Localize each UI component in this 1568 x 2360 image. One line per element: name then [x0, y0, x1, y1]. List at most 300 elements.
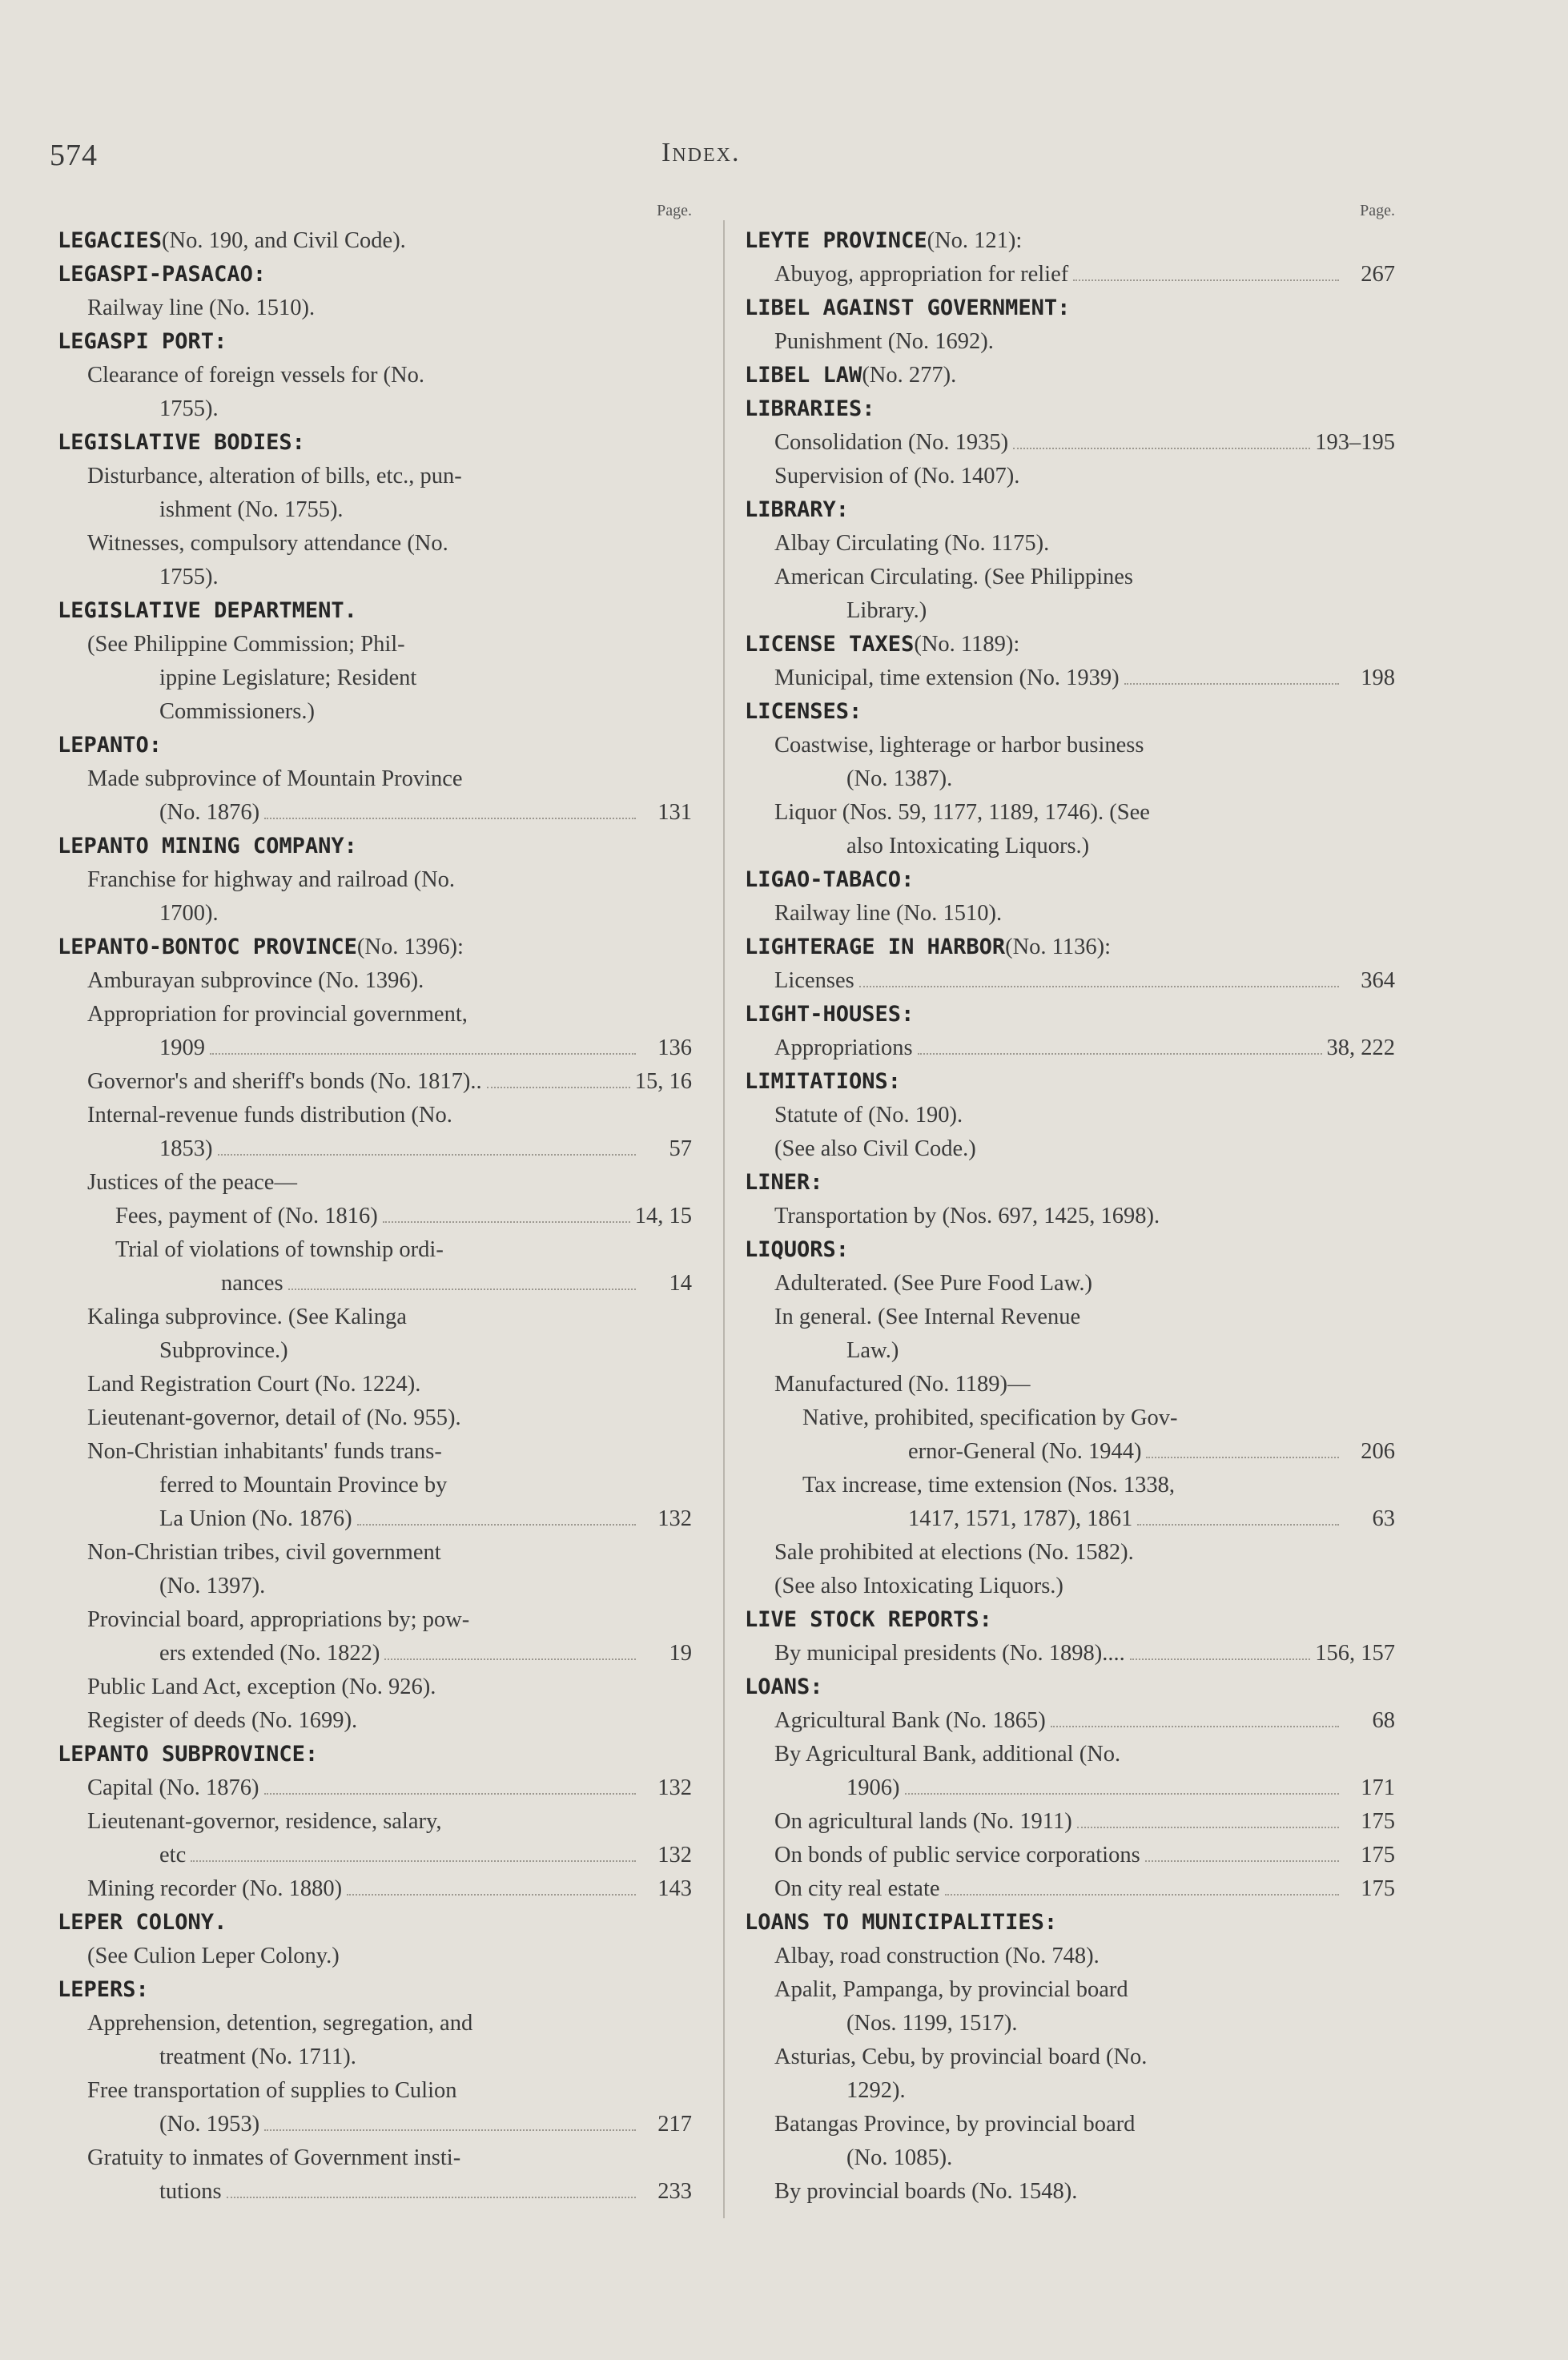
index-entry — [58, 224, 698, 258]
entry-line — [58, 1738, 698, 1771]
leader-dots — [1124, 683, 1339, 685]
leader-dots — [227, 2197, 636, 2198]
entry-line — [774, 2175, 1401, 2209]
index-entry — [745, 661, 1401, 695]
entry-line — [87, 2007, 698, 2040]
entry-text: ishment (No. 1755). — [159, 497, 344, 522]
entry-heading: LICENSES: — [745, 699, 862, 724]
index-entry — [745, 796, 1401, 863]
index-entry — [58, 460, 698, 527]
entry-text: Mining recorder (No. 1880) — [87, 1876, 343, 1901]
leader-dots — [1051, 1726, 1339, 1727]
entry-text: (No. 1136): — [1005, 935, 1112, 959]
entry-text: Disturbance, alteration of bills, etc., pun- — [87, 464, 462, 488]
entry-line — [774, 1940, 1401, 1973]
entry-text: 1909 — [159, 1035, 205, 1060]
page-reference: 38, 222 — [1326, 1035, 1395, 1060]
index-entry — [58, 1368, 698, 1401]
entry-line — [87, 1469, 698, 1502]
index-entry — [745, 258, 1401, 291]
entry-text: Municipal, time extension (No. 1939) — [774, 665, 1120, 690]
right-column — [745, 202, 1401, 2209]
entry-text: ferred to Mountain Province by — [159, 1473, 448, 1498]
entry-text: 1906) — [846, 1775, 900, 1800]
entry-text: (See also Intoxicating Liquors.) — [774, 1574, 1063, 1598]
entry-line — [802, 1469, 1401, 1502]
index-entry — [745, 897, 1401, 931]
entry-text: (No. 190, and Civil Code). — [162, 228, 406, 253]
leader-dots — [191, 1860, 636, 1862]
entry-text: Gratuity to inmates of Government insti- — [87, 2145, 461, 2170]
index-entry — [58, 1435, 698, 1536]
entry-text: Free transportation of supplies to Culion — [87, 2078, 457, 2103]
entry-heading: LEGASPI PORT: — [58, 329, 227, 354]
entry-line — [87, 2074, 698, 2108]
entry-text: Subprovince.) — [159, 1338, 288, 1363]
entry-text: Railway line (No. 1510). — [87, 296, 316, 320]
entry-line — [87, 460, 698, 493]
entry-text: (No. 121): — [927, 228, 1023, 253]
entry-line — [58, 931, 698, 964]
entry-text: Abuyog, appropriation for relief — [774, 262, 1069, 287]
entry-text: Manufactured (No. 1189)— — [774, 1372, 1031, 1397]
page-reference: 132 — [657, 1843, 692, 1867]
entry-text: Justices of the peace— — [87, 1170, 297, 1195]
index-entry — [745, 392, 1401, 426]
index-entry — [58, 1099, 698, 1166]
index-entry — [745, 1872, 1401, 1906]
leader-dots — [1145, 1860, 1339, 1862]
entry-heading: LEPER COLONY. — [58, 1910, 227, 1935]
index-entry — [745, 1906, 1401, 1940]
entry-text: (No. 1397). — [159, 1574, 266, 1598]
index-entry — [745, 729, 1401, 796]
page-reference: 143 — [657, 1876, 692, 1901]
page-reference: 193–195 — [1315, 430, 1395, 455]
entry-line — [745, 359, 1401, 392]
entry-line — [87, 1670, 698, 1704]
index-entry — [745, 998, 1401, 1031]
index-entry — [745, 695, 1401, 729]
index-entry — [58, 1940, 698, 1973]
entry-text: Tax increase, time extension (Nos. 1338, — [802, 1473, 1175, 1498]
entry-line — [745, 998, 1401, 1031]
entry-line — [774, 2141, 1401, 2175]
page-reference: 217 — [657, 2112, 692, 2137]
entry-line — [87, 2040, 698, 2074]
entry-line — [87, 2108, 698, 2141]
index-entry — [58, 1704, 698, 1738]
entry-heading: LIGAO-TABACO: — [745, 867, 915, 892]
leader-dots — [1137, 1524, 1339, 1526]
entry-line — [745, 1166, 1401, 1200]
entry-line — [774, 1334, 1401, 1368]
index-entry — [58, 830, 698, 863]
entry-text: 1292). — [846, 2078, 906, 2103]
index-entry — [745, 2040, 1401, 2108]
index-entry — [58, 1906, 698, 1940]
page-reference: 68 — [1372, 1708, 1395, 1733]
page-column-label: Page. — [657, 202, 692, 219]
entry-line — [58, 1906, 698, 1940]
entry-line — [87, 493, 698, 527]
entry-text: Apprehension, detention, segregation, and — [87, 2011, 473, 2036]
index-entry — [745, 1267, 1401, 1301]
entry-line — [87, 998, 698, 1031]
index-entry — [58, 1603, 698, 1670]
page-reference: 175 — [1361, 1809, 1395, 1834]
entry-line — [774, 1200, 1401, 1233]
leader-dots — [1073, 279, 1339, 281]
entry-line — [58, 224, 698, 258]
leader-dots — [1146, 1457, 1339, 1458]
entry-line — [774, 1301, 1401, 1334]
entry-line — [87, 1099, 698, 1132]
index-entry — [745, 1536, 1401, 1570]
index-entry — [745, 527, 1401, 561]
entry-line — [745, 493, 1401, 527]
entry-line — [774, 2108, 1401, 2141]
index-entry — [58, 1065, 698, 1099]
index-entry — [745, 1805, 1401, 1839]
entry-line — [58, 258, 698, 291]
page-reference: 57 — [669, 1136, 692, 1161]
entry-text: Albay, road construction (No. 748). — [774, 1944, 1100, 1968]
page-reference: 14, 15 — [634, 1204, 692, 1228]
entry-text: In general. (See Internal Revenue — [774, 1305, 1081, 1329]
page-reference: 175 — [1361, 1876, 1395, 1901]
entry-line — [87, 527, 698, 561]
index-entry — [58, 1670, 698, 1704]
entry-text: 1853) — [159, 1136, 213, 1161]
entry-text: Sale prohibited at elections (No. 1582). — [774, 1540, 1134, 1565]
entry-text: 1755). — [159, 565, 219, 589]
entry-line — [745, 291, 1401, 325]
index-entry — [58, 964, 698, 998]
page-reference: 14 — [669, 1271, 692, 1296]
entry-text: By municipal presidents (No. 1898).... — [774, 1641, 1125, 1666]
leader-dots — [347, 1894, 636, 1896]
entry-line — [87, 628, 698, 661]
entry-line — [115, 1267, 698, 1301]
index-entry — [58, 258, 698, 291]
page-reference: 198 — [1361, 665, 1395, 690]
page-reference: 364 — [1361, 968, 1395, 993]
column-divider — [723, 220, 725, 2218]
entry-line — [745, 1906, 1401, 1940]
index-entry — [58, 291, 698, 325]
entry-text: La Union (No. 1876) — [159, 1506, 352, 1531]
entry-line — [774, 1267, 1401, 1301]
index-entry — [745, 1301, 1401, 1368]
entry-line — [745, 1670, 1401, 1704]
entry-text: (No. 1953) — [159, 2112, 260, 2137]
entry-line — [802, 1435, 1401, 1469]
entry-line — [87, 291, 698, 325]
leader-dots — [487, 1087, 630, 1088]
running-head: Index. — [661, 138, 741, 167]
index-entry — [58, 2141, 698, 2209]
index-entry — [745, 628, 1401, 661]
entry-text: Clearance of foreign vessels for (No. — [87, 363, 425, 388]
entry-line — [774, 258, 1401, 291]
entry-text: Fees, payment of (No. 1816) — [115, 1204, 378, 1228]
entry-text: Transportation by (Nos. 697, 1425, 1698). — [774, 1204, 1160, 1228]
entry-line — [745, 863, 1401, 897]
index-entry — [745, 1637, 1401, 1670]
entry-heading: LEPANTO SUBPROVINCE: — [58, 1742, 319, 1767]
entry-heading: LICENSE TAXES — [745, 632, 915, 657]
entry-text: Statute of (No. 190). — [774, 1103, 963, 1128]
entry-text: ernor-General (No. 1944) — [908, 1439, 1142, 1464]
entry-line — [58, 426, 698, 460]
index-entry — [745, 426, 1401, 460]
entry-line — [87, 1771, 698, 1805]
leader-dots — [1013, 448, 1310, 449]
entry-text: Apalit, Pampanga, by provincial board — [774, 1977, 1128, 2002]
entry-line — [745, 1233, 1401, 1267]
entry-line — [774, 762, 1401, 796]
entry-heading: LEGISLATIVE BODIES: — [58, 430, 305, 455]
entry-text: Provincial board, appropriations by; pow- — [87, 1607, 470, 1632]
leader-dots — [383, 1221, 630, 1223]
entry-heading: LOANS TO MUNICIPALITIES: — [745, 1910, 1058, 1935]
entry-text: (See Culion Leper Colony.) — [87, 1944, 340, 1968]
index-entry — [745, 1166, 1401, 1200]
index-entry — [745, 291, 1401, 325]
entry-line — [87, 1401, 698, 1435]
entry-line — [774, 426, 1401, 460]
entry-line — [87, 1502, 698, 1536]
page-reference: 19 — [669, 1641, 692, 1666]
page-reference: 132 — [657, 1506, 692, 1531]
entry-line — [87, 1839, 698, 1872]
entry-text: On city real estate — [774, 1876, 940, 1901]
index-entry — [58, 426, 698, 460]
entry-text: Lieutenant-governor, residence, salary, — [87, 1809, 442, 1834]
entry-line — [87, 695, 698, 729]
entry-line — [774, 830, 1401, 863]
entry-line — [745, 931, 1401, 964]
page-reference: 171 — [1361, 1775, 1395, 1800]
entry-line — [802, 1401, 1401, 1435]
index-entry — [745, 2175, 1401, 2209]
index-entry — [58, 1973, 698, 2007]
entry-text: Supervision of (No. 1407). — [774, 464, 1020, 488]
entry-text: (No. 1085). — [846, 2145, 953, 2170]
entry-text: 1700). — [159, 901, 219, 926]
index-entry — [58, 325, 698, 359]
index-entry — [58, 1200, 698, 1233]
entry-line — [774, 796, 1401, 830]
entry-line — [774, 1368, 1401, 1401]
index-entry — [745, 931, 1401, 964]
entry-line — [87, 1704, 698, 1738]
entry-heading: LEPANTO: — [58, 733, 163, 758]
index-entry — [58, 931, 698, 964]
entry-line — [774, 1099, 1401, 1132]
entry-line — [58, 325, 698, 359]
entry-heading: LIQUORS: — [745, 1237, 850, 1262]
entry-line — [745, 1065, 1401, 1099]
entry-line — [58, 1973, 698, 2007]
entry-line — [87, 1166, 698, 1200]
entry-line — [87, 762, 698, 796]
entry-heading: LIGHTERAGE IN HARBOR — [745, 935, 1006, 959]
page-reference: 156, 157 — [1315, 1641, 1395, 1666]
entry-text: (No. 1876) — [159, 800, 260, 825]
entry-line — [774, 1872, 1401, 1906]
page-column-label: Page. — [1360, 202, 1395, 219]
entry-text: ers extended (No. 1822) — [159, 1641, 380, 1666]
entry-line — [87, 1368, 698, 1401]
entry-line — [87, 2175, 698, 2209]
entry-heading: LIBEL AGAINST GOVERNMENT: — [745, 296, 1071, 320]
index-entry — [745, 561, 1401, 628]
entry-line — [774, 897, 1401, 931]
entry-line — [87, 1872, 698, 1906]
index-entry — [745, 1670, 1401, 1704]
entry-text: tutions — [159, 2179, 222, 2204]
entry-line — [774, 729, 1401, 762]
entry-text: 1417, 1571, 1787), 1861 — [908, 1506, 1133, 1531]
index-entry — [58, 359, 698, 426]
entry-text: Agricultural Bank (No. 1865) — [774, 1708, 1046, 1733]
entry-text: Library.) — [846, 598, 927, 623]
entry-line — [87, 392, 698, 426]
entry-heading: LIGHT-HOUSES: — [745, 1002, 915, 1027]
entry-line — [58, 729, 698, 762]
entry-text: Commissioners.) — [159, 699, 315, 724]
entry-text: treatment (No. 1711). — [159, 2044, 356, 2069]
leader-dots — [859, 986, 1339, 987]
entry-line — [745, 695, 1401, 729]
entry-text: Franchise for highway and railroad (No. — [87, 867, 456, 892]
entry-line — [774, 594, 1401, 628]
index-entry — [745, 1200, 1401, 1233]
page-reference: 267 — [1361, 262, 1395, 287]
entry-heading: LIMITATIONS: — [745, 1069, 902, 1094]
entry-text: Lieutenant-governor, detail of (No. 955). — [87, 1405, 461, 1430]
index-entry — [745, 1469, 1401, 1536]
index-entry — [58, 527, 698, 594]
index-entry — [58, 1805, 698, 1872]
leader-dots — [264, 2129, 636, 2131]
index-entry — [745, 2108, 1401, 2175]
index-entry — [58, 594, 698, 628]
entry-text: Consolidation (No. 1935) — [774, 430, 1009, 455]
entry-line — [774, 1570, 1401, 1603]
entry-line — [774, 325, 1401, 359]
index-entry — [745, 1973, 1401, 2040]
entry-line — [115, 1200, 698, 1233]
index-entry — [58, 1301, 698, 1368]
index-entry — [745, 964, 1401, 998]
left-column — [58, 202, 698, 2209]
page-reference: 63 — [1372, 1506, 1395, 1531]
index-entry — [745, 1065, 1401, 1099]
page-reference: 233 — [657, 2179, 692, 2204]
page-reference: 131 — [657, 800, 692, 825]
entry-text: Made subprovince of Mountain Province — [87, 766, 463, 791]
entry-text: Governor's and sheriff's bonds (No. 1817).. — [87, 1069, 482, 1094]
index-entry — [745, 1132, 1401, 1166]
entry-line — [87, 964, 698, 998]
index-entry — [745, 1704, 1401, 1738]
index-entry — [58, 1872, 698, 1906]
entry-text: Internal-revenue funds distribution (No. — [87, 1103, 452, 1128]
entry-line — [87, 1301, 698, 1334]
entry-heading: LIBEL LAW — [745, 363, 862, 388]
entry-text: Public Land Act, exception (No. 926). — [87, 1675, 436, 1699]
leader-dots — [905, 1793, 1340, 1795]
entry-text: Appropriation for provincial government, — [87, 1002, 468, 1027]
entry-text: Railway line (No. 1510). — [774, 901, 1003, 926]
entry-text: Coastwise, lighterage or harbor business — [774, 733, 1144, 758]
leader-dots — [384, 1658, 636, 1660]
entry-line — [774, 1637, 1401, 1670]
leader-dots — [357, 1524, 636, 1526]
entry-line — [774, 1839, 1401, 1872]
entry-text: Asturias, Cebu, by provincial board (No. — [774, 2044, 1148, 2069]
entry-text: Law.) — [846, 1338, 899, 1363]
entry-heading: LEPANTO MINING COMPANY: — [58, 834, 357, 858]
index-entry — [58, 729, 698, 762]
entry-text: Licenses — [774, 968, 854, 993]
entry-heading: LEGASPI-PASACAO: — [58, 262, 267, 287]
leader-dots — [218, 1154, 637, 1156]
entry-line — [87, 1536, 698, 1570]
entry-line — [774, 1536, 1401, 1570]
entry-heading: LEPANTO-BONTOC PROVINCE — [58, 935, 357, 959]
entry-line — [802, 1502, 1401, 1536]
leader-dots — [210, 1053, 636, 1055]
entry-line — [87, 1334, 698, 1368]
entry-heading: LIBRARIES: — [745, 396, 875, 421]
index-entry — [58, 1771, 698, 1805]
entry-text: Liquor (Nos. 59, 1177, 1189, 1746). (See — [774, 800, 1150, 825]
leader-dots — [945, 1894, 1339, 1896]
entry-text: Adulterated. (See Pure Food Law.) — [774, 1271, 1093, 1296]
index-entry — [745, 863, 1401, 897]
index-entry — [58, 762, 698, 830]
entry-line — [774, 2040, 1401, 2074]
entry-line — [87, 1805, 698, 1839]
index-entry — [745, 1839, 1401, 1872]
entry-heading: LINER: — [745, 1170, 823, 1195]
entry-line — [774, 1704, 1401, 1738]
entry-heading: LEGISLATIVE DEPARTMENT. — [58, 598, 357, 623]
index-entry — [58, 1536, 698, 1603]
entry-heading: LEYTE PROVINCE — [745, 228, 927, 253]
index-entry — [745, 1401, 1401, 1469]
index-entry — [58, 1738, 698, 1771]
index-entry — [58, 863, 698, 931]
entry-line — [745, 224, 1401, 258]
entry-text: (No. 1387). — [846, 766, 953, 791]
entry-line — [774, 1973, 1401, 2007]
index-entry — [58, 1166, 698, 1200]
entry-text: On agricultural lands (No. 1911) — [774, 1809, 1072, 1834]
entry-line — [87, 1435, 698, 1469]
index-entry — [745, 359, 1401, 392]
entry-heading: LOANS: — [745, 1675, 823, 1699]
entry-text: Capital (No. 1876) — [87, 1775, 259, 1800]
entry-line — [774, 1031, 1401, 1065]
entry-line — [87, 661, 698, 695]
index-entry — [745, 1738, 1401, 1805]
index-entry — [745, 1368, 1401, 1401]
